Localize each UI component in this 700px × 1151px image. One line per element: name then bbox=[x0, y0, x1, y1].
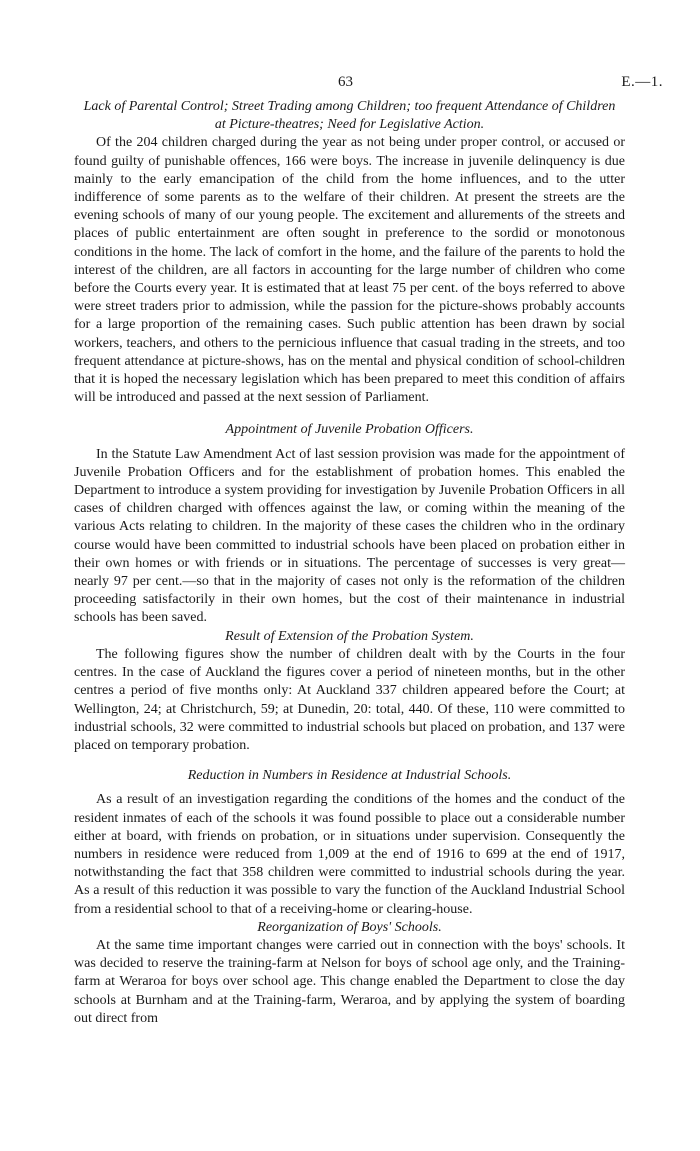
section-probation-system bbox=[74, 628, 625, 755]
section-heading: Reorganization of Boys' Schools. bbox=[257, 919, 442, 935]
page-number: 63 bbox=[338, 74, 353, 90]
section-paragraph: The following figures show the number of children dealt with by the Courts in the four centres. In the case of Auckland the figures cover a period of nineteen months, but in the other centres a period of five months only: At Auckland 337 children appeared before the Court; at Wellington, 24; at Christchurch, 59; at Dunedin, 20: total, 440. Of these, 110 were committed to industrial schools, 32 were committed to industrial schools but placed on probation, and 137 were placed on temporary probation. bbox=[74, 646, 625, 753]
section-paragraph: Of the 204 children charged during the year as not being under proper control, or accused or found guilty of punishable offences, 166 were boys. The increase in juvenile delinquency is due mainly to the early emancipation of the child from the home influences, and to the utter indifference of some parents as to the welfare of their children. At present the streets are the evening schools of many of our young people. The excitement and allurements of the streets and places of public entertainment are often sought in preference to the sordid or monotonous conditions in the home. The lack of comfort in the home, and the failure of the parents to hold the interest of the children, are all factors in accounting for the large number of children who come before the Courts every year. It is estimated that at least 75 per cent. of the boys referred to above were street traders prior to admission, while the passion for the picture-shows probably accounts for a large proportion of the remaining cases. Such public attention has been drawn by social workers, teachers, and others to the pernicious influence that casual trading in the streets, and too frequent attendance at picture-shows, has on the mental and physical condition of school-children that it is hoped the necessary legislation which has been prepared to meet this condition of affairs will be introduced and passed at the next session of Parliament. bbox=[74, 135, 625, 406]
section-probation-officers bbox=[74, 421, 625, 627]
section-heading: Reduction in Numbers in Residence at Industrial Schools. bbox=[187, 768, 512, 784]
section-reorganization bbox=[74, 919, 625, 1028]
section-paragraph: In the Statute Law Amendment Act of last session provision was made for the appointment of Juvenile Probation Officers and for the establishment of probation homes. This enabled the Department to introduce a system providing for investigation by Juvenile Probation Officers in all cases of children charged with offences against the law, or coming within the meaning of the various Acts relating to children. In the majority of these cases the children who in the ordinary course would have been committed to industrial schools have been placed on probation either in their own homes or with friends or in situations. The percentage of successes is very great—nearly 97 per cent.—so that in the majority of cases not only is the reformation of the children proceeding satisfactorily in their own homes, but the cost of their maintenance in industrial schools has been saved. bbox=[74, 446, 625, 626]
document-reference: E.—1. bbox=[621, 74, 663, 90]
section-heading: Lack of Parental Control; Street Trading among Children; too frequent Attendance of Children at Picture-theatres; Need for Legislative Action. bbox=[83, 99, 616, 133]
section-parental-control bbox=[74, 98, 625, 407]
page-body bbox=[74, 98, 625, 1028]
section-paragraph: At the same time important changes were carried out in connection with the boys' schools. It was decided to reserve the training-farm at Nelson for boys of school age only, and the Training-farm at Weraroa for boys over school age. This change enabled the Department to close the day schools at Burnham and at the Training-farm, Weraroa, and by applying the system of boarding out direct from bbox=[74, 937, 625, 1026]
section-reduction-numbers bbox=[74, 767, 625, 919]
section-heading: Result of Extension of the Probation System. bbox=[225, 628, 474, 644]
section-paragraph: As a result of an investigation regarding the conditions of the homes and the conduct of the resident inmates of each of the schools it was found possible to place out a considerable number either at board, with friends on probation, or in situations under supervision. Consequently the numbers in residence were reduced from 1,009 at the end of 1916 to 699 at the end of 1917, notwithstanding the fact that 358 children were committed to industrial schools during the year. As a result of this reduction it was possible to vary the function of the Auckland Industrial School from a residential school to that of a receiving-home or clearing-house. bbox=[74, 792, 625, 917]
page-header bbox=[0, 74, 700, 94]
section-heading: Appointment of Juvenile Probation Officers. bbox=[225, 422, 474, 438]
